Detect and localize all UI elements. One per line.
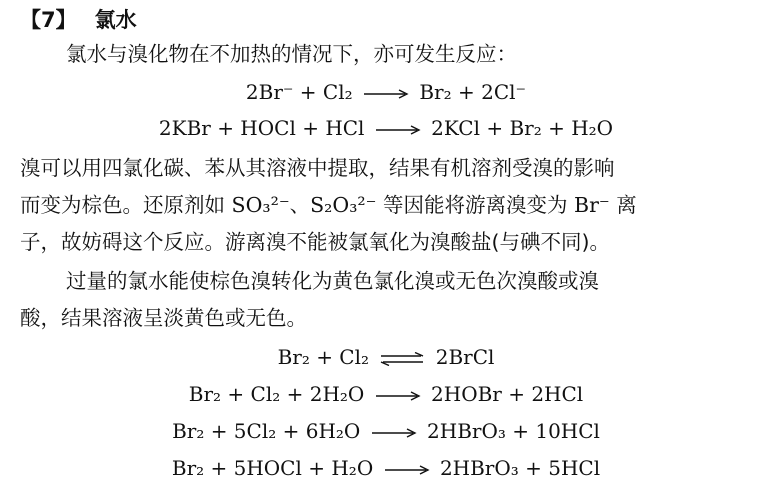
equation-4 <box>0 380 772 408</box>
formula-sulfite: SO₃²⁻ <box>231 193 290 217</box>
formula-bromide: Br⁻ <box>574 193 610 217</box>
equation-3-rhs: 2BrCl <box>435 345 495 369</box>
equilibrium-arrow-icon <box>379 352 425 366</box>
equation-4-lhs: Br₂ + Cl₂ + 2H₂O <box>188 382 365 406</box>
reaction-arrow-icon <box>375 390 421 402</box>
formula-thiosulfate: S₂O₃²⁻ <box>310 193 377 217</box>
equation-5-rhs: 2HBrO₃ + 10HCl <box>427 419 600 443</box>
equation-2-rhs: 2KCl + Br₂ + H₂O <box>431 116 614 140</box>
reaction-arrow-icon <box>384 464 430 476</box>
paragraph-extraction-line-2 <box>20 191 637 219</box>
paragraph-excess-line-2: 酸，结果溶液呈淡黄色或无色。 <box>20 306 307 330</box>
equation-4-rhs: 2HOBr + 2HCl <box>431 382 584 406</box>
equation-1-lhs: 2Br⁻ + Cl₂ <box>245 80 353 104</box>
text-segment: 离 <box>609 193 637 217</box>
reaction-arrow-icon <box>371 427 417 439</box>
section-number: 【7】 <box>20 8 77 32</box>
paragraph-excess-line-1: 过量的氯水能使棕色溴转化为黄色氯化溴或无色次溴酸或溴 <box>66 269 599 293</box>
equation-1 <box>0 78 772 106</box>
equation-2 <box>0 114 772 142</box>
paragraph-extraction-line-1: 溴可以用四氯化碳、苯从其溶液中提取，结果有机溶剂受溴的影响 <box>20 156 615 180</box>
text-segment: 而变为棕色。还原剂如 <box>20 193 232 217</box>
equation-6-lhs: Br₂ + 5HOCl + H₂O <box>171 456 374 480</box>
section-heading <box>20 4 137 34</box>
equation-5 <box>0 417 772 445</box>
equation-6-rhs: 2HBrO₃ + 5HCl <box>439 456 601 480</box>
equation-2-lhs: 2KBr + HOCl + HCl <box>158 116 365 140</box>
equation-6 <box>0 454 772 482</box>
equation-3-lhs: Br₂ + Cl₂ <box>277 345 370 369</box>
equation-1-rhs: Br₂ + 2Cl⁻ <box>419 80 527 104</box>
text-segment: 等因能将游离溴变为 <box>376 193 575 217</box>
equation-3 <box>0 343 772 371</box>
equation-5-lhs: Br₂ + 5Cl₂ + 6H₂O <box>172 419 361 443</box>
formula-separator: 、 <box>289 193 311 217</box>
reaction-arrow-icon <box>375 124 421 136</box>
paragraph-extraction-line-3: 子，故妨碍这个反应。游离溴不能被氯氧化为溴酸盐(与碘不同)。 <box>20 230 610 254</box>
reaction-arrow-icon <box>363 88 409 100</box>
paragraph-intro: 氯水与溴化物在不加热的情况下，亦可发生反应： <box>66 42 517 66</box>
section-title: 氯水 <box>94 8 137 32</box>
